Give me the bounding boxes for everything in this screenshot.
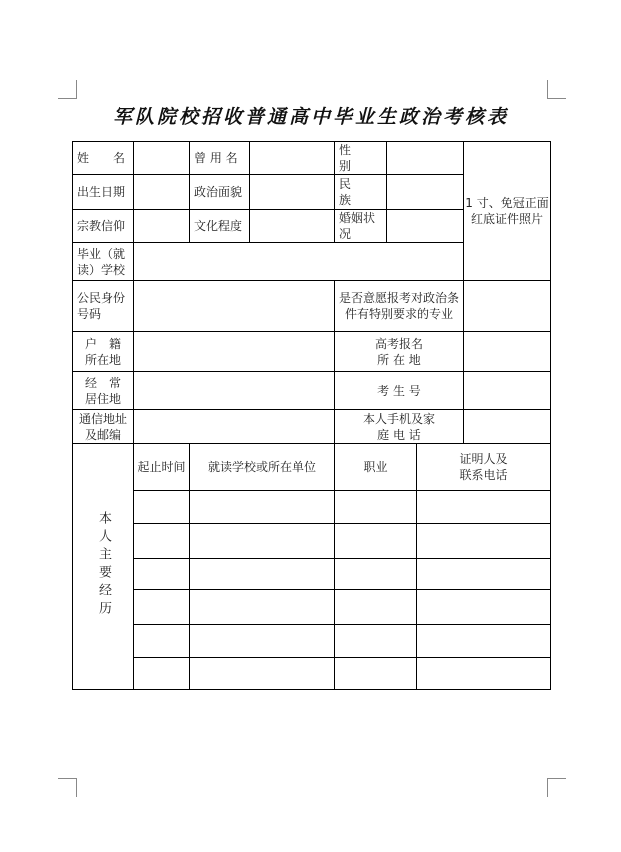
experience-col-period: 起止时间 [134,444,190,491]
school-field[interactable] [134,243,464,281]
experience-occupation-cell[interactable] [335,524,417,559]
gender-label: 性 别 [335,142,387,175]
experience-school-cell[interactable] [190,658,335,690]
id-number-field[interactable] [134,281,335,332]
exam-registration-field[interactable] [464,332,551,372]
birth-date-field[interactable] [134,175,190,210]
experience-period-cell[interactable] [134,559,190,590]
name-field[interactable] [134,142,190,175]
special-requirements-field[interactable] [464,281,551,332]
former-name-label: 曾 用 名 [190,142,250,175]
political-status-field[interactable] [250,175,335,210]
experience-row [73,590,551,625]
experience-school-cell[interactable] [190,590,335,625]
experience-reference-cell[interactable] [417,491,551,524]
phones-field[interactable] [464,410,551,444]
experience-col-reference: 证明人及联系电话 [417,444,551,491]
experience-reference-cell[interactable] [417,524,551,559]
crop-mark-bottom-left [58,778,77,797]
political-review-form [72,141,551,690]
experience-period-cell[interactable] [134,625,190,658]
experience-occupation-cell[interactable] [335,491,417,524]
exam-number-label: 考 生 号 [335,372,464,410]
marital-status-label: 婚姻状况 [335,210,387,243]
phones-label: 本人手机及家 庭 电 话 [335,410,464,444]
gender-field[interactable] [387,142,464,175]
school-label: 毕业（就读）学校 [73,243,134,281]
name-label: 姓 名 [73,142,134,175]
residence-label: 经 常居住地 [73,372,134,410]
experience-school-cell[interactable] [190,524,335,559]
religion-field[interactable] [134,210,190,243]
education-label: 文化程度 [190,210,250,243]
id-number-label: 公民身份号码 [73,281,134,332]
exam-number-field[interactable] [464,372,551,410]
crop-mark-bottom-right [547,778,566,797]
ethnicity-field[interactable] [387,175,464,210]
residence-field[interactable] [134,372,335,410]
experience-row [73,559,551,590]
photo-box [464,142,551,281]
ethnicity-label: 民 族 [335,175,387,210]
religion-label: 宗教信仰 [73,210,134,243]
experience-school-cell[interactable] [190,559,335,590]
experience-row [73,625,551,658]
mailing-address-field[interactable] [134,410,335,444]
mailing-address-label: 通信地址及邮编 [73,410,134,444]
experience-school-cell[interactable] [190,625,335,658]
political-status-label: 政治面貌 [190,175,250,210]
experience-row [73,524,551,559]
experience-reference-cell[interactable] [417,559,551,590]
education-field[interactable] [250,210,335,243]
former-name-field[interactable] [250,142,335,175]
experience-occupation-cell[interactable] [335,658,417,690]
form-title: 军队院校招收普通高中毕业生政治考核表 [112,106,509,128]
experience-school-cell[interactable] [190,491,335,524]
experience-reference-cell[interactable] [417,625,551,658]
experience-occupation-cell[interactable] [335,625,417,658]
experience-reference-cell[interactable] [417,590,551,625]
experience-period-cell[interactable] [134,491,190,524]
special-requirements-label: 是否意愿报考对政治条件有特别要求的专业 [335,281,464,332]
experience-period-cell[interactable] [134,590,190,625]
experience-col-occupation: 职业 [335,444,417,491]
experience-period-cell[interactable] [134,524,190,559]
experience-reference-cell[interactable] [417,658,551,690]
photo-note: 1 寸、免冠正面红底证件照片 [465,196,549,226]
experience-occupation-cell[interactable] [335,590,417,625]
crop-mark-top-left [58,80,77,99]
exam-registration-label: 高考报名所 在 地 [335,332,464,372]
crop-mark-top-right [547,80,566,99]
experience-row [73,491,551,524]
household-registration-label: 户 籍所在地 [73,332,134,372]
household-registration-field[interactable] [134,332,335,372]
experience-section-label: 本人主要经历 [73,444,134,690]
experience-period-cell[interactable] [134,658,190,690]
experience-occupation-cell[interactable] [335,559,417,590]
birth-date-label: 出生日期 [73,175,134,210]
experience-row [73,658,551,690]
experience-col-school: 就读学校或所在单位 [190,444,335,491]
marital-status-field[interactable] [387,210,464,243]
